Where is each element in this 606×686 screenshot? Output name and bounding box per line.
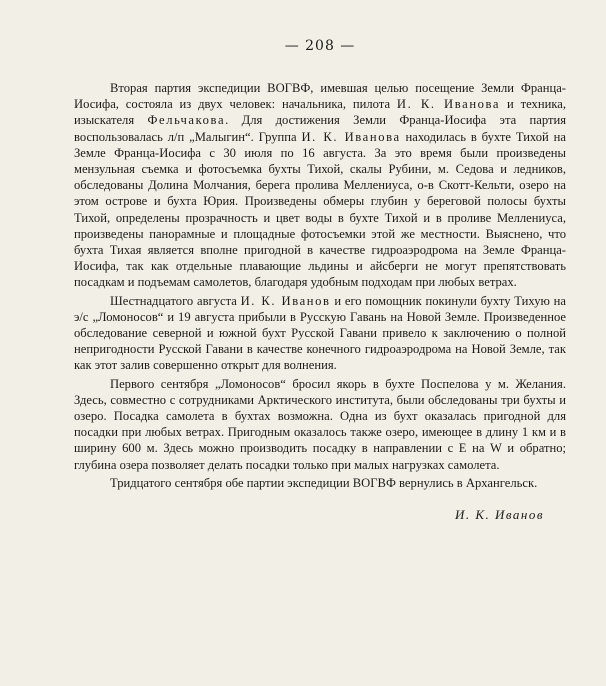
paragraph-4: Тридцатого сентября обе партии экспедиции ВОГВФ вернулись в Архангельск. [110, 475, 538, 490]
paragraph-1-text-a: Вторая партия экспедиции ВОГВФ, имевшая целью посещение Земли Франца-Иосифа, состояла из двух человек: начальника, пилота [74, 81, 566, 112]
page-number: — 208 — [284, 38, 356, 54]
person-name: Фельчакова [147, 113, 226, 128]
paragraph-2 [74, 293, 566, 374]
paragraph-1-text-b: и техника, изыскателя [74, 97, 566, 128]
paragraph-2-text-b: и его помощник покинули бухту Тихую на э/с „Ломоносов“ и 19 августа прибыли в Русскую Гавань на Новой Земле. Произведенное обследование северной и южной бухт Русской Гавани привело к заключению о полной непригодности Русской Гавани в качестве конечного гидроаэродрома на Новой Земле, так как этот залив совершенно открыт для волнения. [74, 293, 566, 373]
person-name: И. К. Иванова [301, 129, 401, 144]
paragraph-1 [74, 80, 566, 291]
person-name: И. К. Иванова [396, 97, 501, 112]
paragraph-3: Первого сентября „Ломоносов“ бросил якорь в бухте Поспелова у м. Желания. Здесь, совместно с сотрудниками Арктического института, были обследованы три бухты и озеро. Посадка самолета в бухтах возможна. Одна из бухт оказалась пригодной для посадки при любых ветрах. Пригодным оказалось также озеро, имеющее в длину 1 км и в ширину 600 м. Здесь можно производить посадку в направлении с Е на W и обратно; глубина озера позволяет делать посадки только при малых нагрузках самолета. [74, 376, 566, 472]
person-name: И. К. Иванов [240, 293, 331, 308]
paragraph-2-text-a: Шестнадцатого августа [110, 293, 241, 308]
author-signature: И. К. Иванов [454, 507, 544, 523]
paragraph-1-text-c: . Для достижения Земли Франца-Иосифа эта партия воспользовалась л/п „Малыгин“. Группа [74, 113, 566, 144]
paragraph-1-text-d: находилась в бухте Тихой на Земле Франца-Иосифа с 30 июля по 16 августа. За это время были произведены мензульная съемка и фотосъемка бухты Тихой, скалы Рубини, м. Седова и ледников, обследованы Долина Молчания, берега пролива Меллениуса, о-в Скотт-Кельти, озеро на этом острове и бухта Юрия. Произведены обмеры глубин у береговой полосы бухты Тихой, определены прозрачность и цвет воды в бухте Тихой и в проливе Меллениуса, произведены панорамные и площадные фотосъемки этой же местности. Выяснено, что бухта Тихая является вполне пригодной в качестве гидроаэродрома на Земле Франца-Иосифа, так как отдельные плавающие льдины и айсберги не могут препятствовать посадкам и подъемам самолетов, благодаря удобным подходам при любых ветрах. [74, 129, 566, 290]
